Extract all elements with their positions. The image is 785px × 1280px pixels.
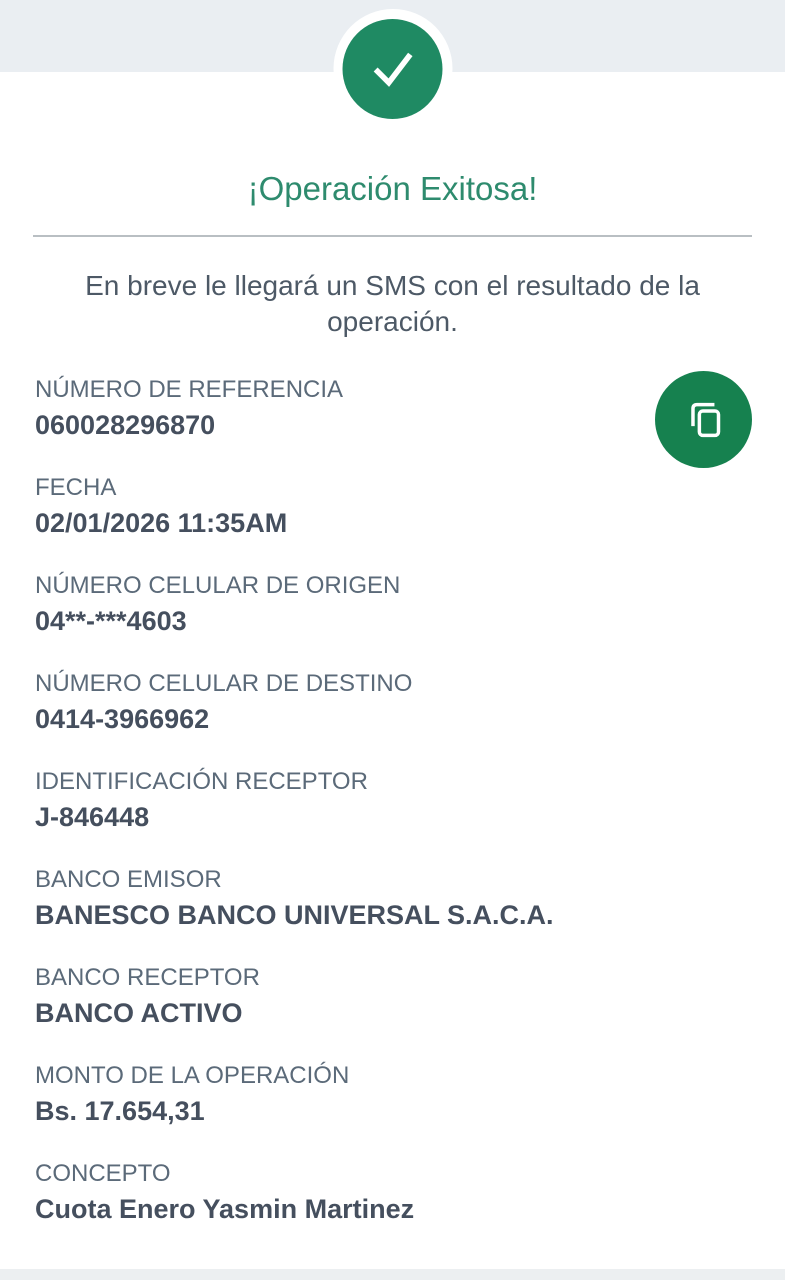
- detail-field: [35, 669, 645, 736]
- check-icon: [343, 19, 443, 119]
- field-value: 0414-3966962: [35, 704, 210, 734]
- field-value: 04**-***4603: [35, 606, 187, 636]
- success-badge: [333, 9, 452, 128]
- detail-field: [35, 963, 645, 1030]
- field-value: Bs. 17.654,31: [35, 1096, 205, 1126]
- field-label: CONCEPTO: [35, 1160, 171, 1187]
- field-label: NÚMERO CELULAR DE ORIGEN: [35, 572, 401, 599]
- field-label: NÚMERO DE REFERENCIA: [35, 376, 344, 403]
- detail-field: [35, 473, 645, 540]
- copy-reference-button[interactable]: [655, 371, 752, 468]
- detail-field: [35, 767, 645, 834]
- detail-field: [35, 1159, 645, 1226]
- detail-field: [35, 375, 645, 442]
- detail-field: [35, 865, 645, 932]
- field-value: 060028296870: [35, 410, 216, 440]
- field-label: MONTO DE LA OPERACIÓN: [35, 1062, 350, 1089]
- field-label: NÚMERO CELULAR DE DESTINO: [35, 670, 413, 697]
- field-value: BANESCO BANCO UNIVERSAL S.A.C.A.: [35, 900, 554, 930]
- page-title: ¡Operación Exitosa!: [247, 170, 538, 207]
- field-label: BANCO EMISOR: [35, 866, 222, 893]
- field-label: IDENTIFICACIÓN RECEPTOR: [35, 768, 368, 795]
- field-value: Cuota Enero Yasmin Martinez: [35, 1194, 415, 1224]
- divider: [33, 235, 752, 237]
- copy-icon: [675, 389, 733, 450]
- detail-field: [35, 1061, 645, 1128]
- field-value: J-846448: [35, 802, 150, 832]
- field-label: BANCO RECEPTOR: [35, 964, 260, 991]
- bottom-band: [0, 1269, 785, 1280]
- details-list: [0, 375, 785, 1226]
- field-label: FECHA: [35, 474, 117, 501]
- detail-field: [35, 571, 645, 638]
- field-value: BANCO ACTIVO: [35, 998, 243, 1028]
- field-value: 02/01/2026 11:35AM: [35, 508, 288, 538]
- sms-message: En breve le llegará un SMS con el resultado de la operación.: [85, 270, 700, 337]
